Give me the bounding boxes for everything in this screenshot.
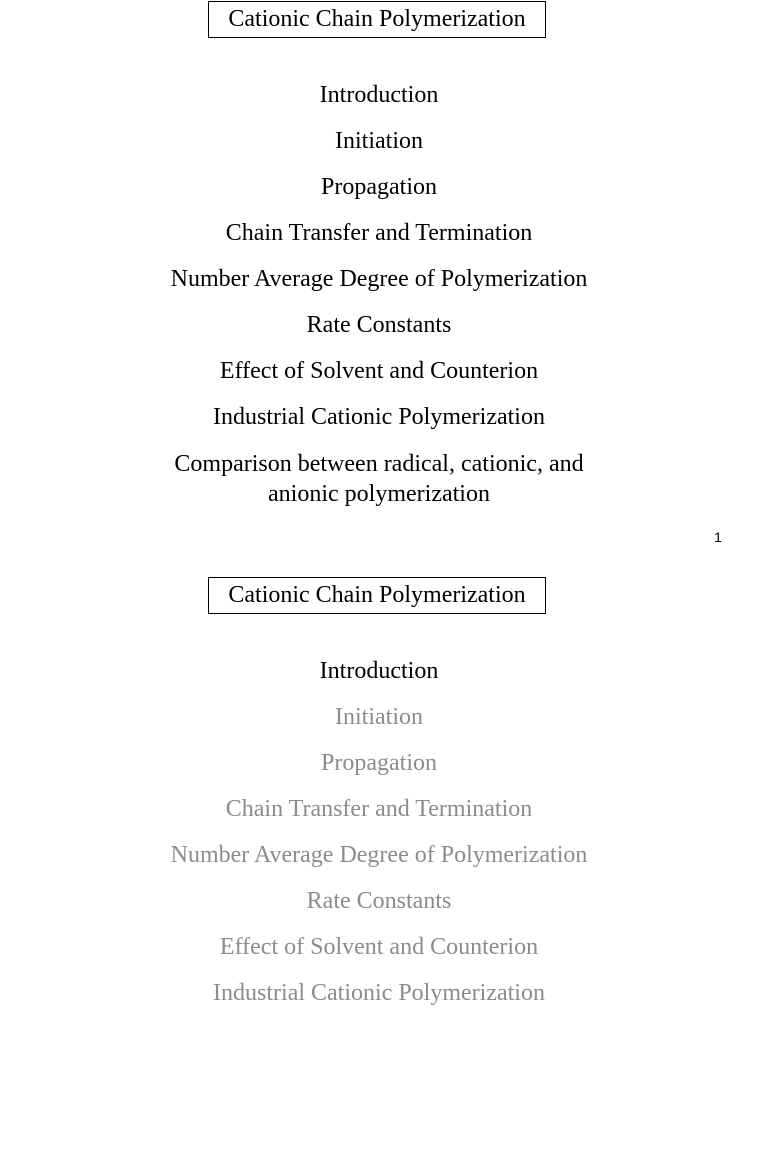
- outline-item-initiation: Initiation: [335, 704, 423, 730]
- outline-item-solvent-counterion: Effect of Solvent and Counterion: [219, 358, 539, 384]
- outline-item-degree-of-polymerization: Number Average Degree of Polymerization: [170, 266, 588, 292]
- outline-item-introduction: Introduction: [319, 82, 439, 108]
- slide-title: Cationic Chain Polymerization: [208, 1, 546, 38]
- outline-item-comparison: Comparison between radical, cationic, and anionic polymerization: [174, 451, 584, 507]
- outline-item-initiation: Initiation: [335, 128, 423, 154]
- outline-item-rate-constants: Rate Constants: [306, 312, 452, 338]
- slide-2: [0, 576, 768, 1152]
- outline-item-industrial: Industrial Cationic Polymerization: [213, 980, 545, 1006]
- outline-item-degree-of-polymerization: Number Average Degree of Polymerization: [170, 842, 588, 868]
- outline-item-propagation: Propagation: [321, 750, 437, 776]
- slide-title: Cationic Chain Polymerization: [208, 577, 546, 614]
- outline-item-chain-transfer: Chain Transfer and Termination: [225, 796, 533, 822]
- outline-item-solvent-counterion: Effect of Solvent and Counterion: [219, 934, 539, 960]
- outline-item-introduction: Introduction: [319, 658, 439, 684]
- outline-item-chain-transfer: Chain Transfer and Termination: [225, 220, 533, 246]
- outline-item-propagation: Propagation: [321, 174, 437, 200]
- outline-list: [0, 576, 768, 1152]
- outline-item-rate-constants: Rate Constants: [306, 888, 452, 914]
- outline-item-industrial: Industrial Cationic Polymerization: [213, 404, 545, 430]
- page-number: 1: [714, 529, 722, 545]
